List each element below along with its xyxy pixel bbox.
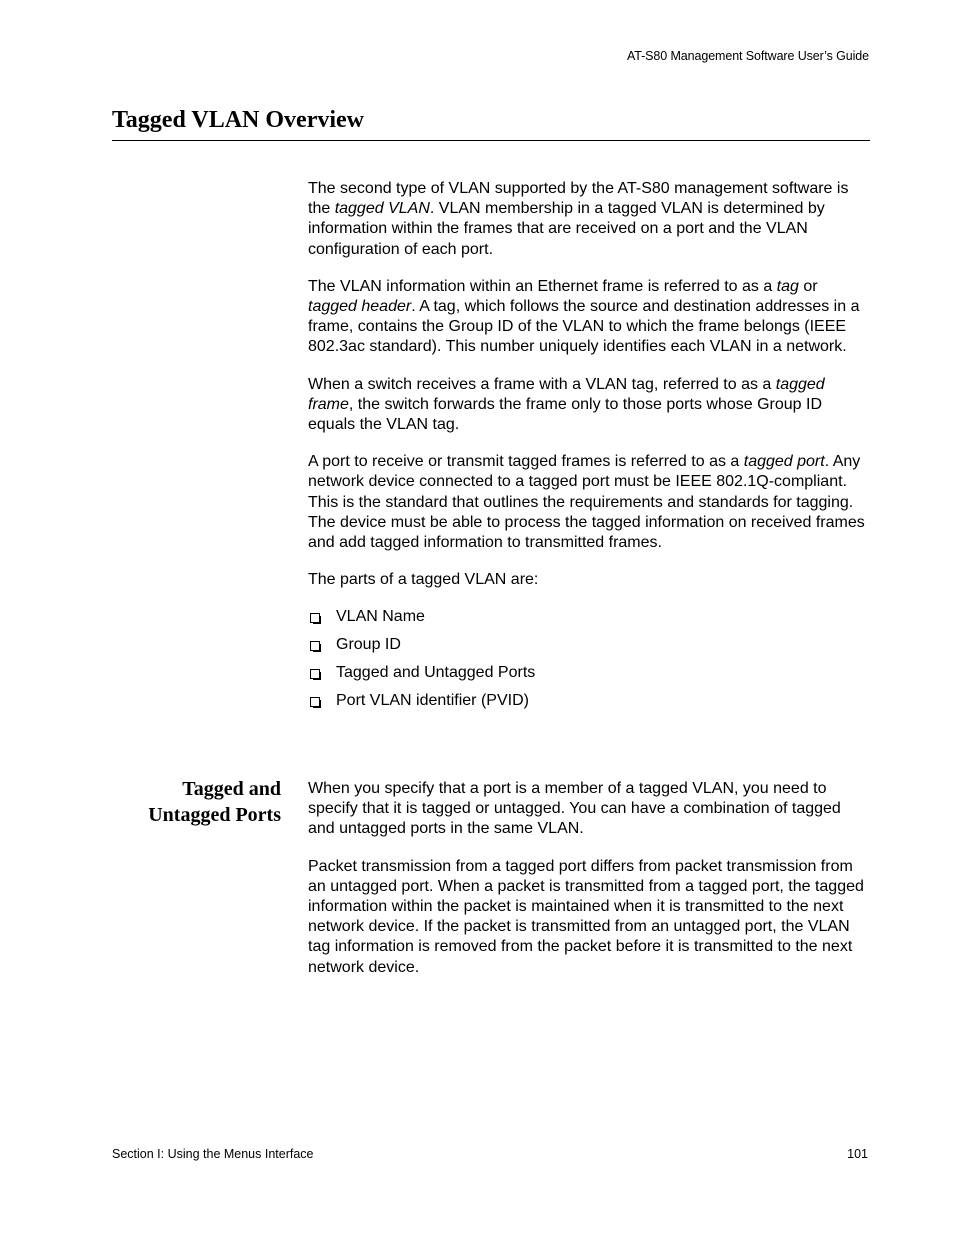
intro-paragraph-3: When a switch receives a frame with a VLAN tag, referred to as a tagged frame, the switch forwards the frame only to those ports whose Group ID equals the VLAN tag. bbox=[308, 375, 825, 434]
intro-paragraph-5: The parts of a tagged VLAN are: bbox=[308, 571, 539, 589]
list-item: Group ID bbox=[308, 635, 870, 663]
page-title: Tagged VLAN Overview bbox=[112, 107, 364, 133]
intro-paragraph-2: The VLAN information within an Ethernet frame is referred to as a tag or tagged header. A tag, which follows the source and destination addresses in a frame, contains the Group ID of the VLAN to which the frame belongs (IEEE 802.3ac standard). This number uniquely identifies each VLAN in a network. bbox=[308, 277, 860, 356]
checkbox-bullet-icon bbox=[310, 669, 320, 679]
section-heading bbox=[112, 776, 281, 828]
section-paragraph-2: Packet transmission from a tagged port differs from packet transmission from an untagged port. When a packet is transmitted from a tagged port, the tagged information within the packet is maintained when it is transmitted to the next network device. If the packet is transmitted from an untagged port, the VLAN tag information is removed from the packet before it is transmitted to the next network device. bbox=[308, 857, 864, 976]
checkbox-bullet-icon bbox=[310, 613, 320, 623]
intro-paragraph-1: The second type of VLAN supported by the AT-S80 management software is the tagged VLAN. VLAN membership in a tagged VLAN is determined by information within the frames that are received on a port and the VLAN configuration of each port. bbox=[308, 180, 849, 258]
list-item: Tagged and Untagged Ports bbox=[308, 663, 870, 691]
section-paragraph-1: When you specify that a port is a member of a tagged VLAN, you need to specify that it is tagged or untagged. You can have a combination of tagged and untagged ports in the same VLAN. bbox=[308, 780, 841, 838]
main-content bbox=[308, 179, 870, 719]
page-number: 101 bbox=[847, 1147, 868, 1161]
vlan-parts-list bbox=[308, 607, 870, 719]
list-item: Port VLAN identifier (PVID) bbox=[308, 691, 870, 719]
running-header: AT-S80 Management Software User’s Guide bbox=[626, 49, 869, 63]
list-item: VLAN Name bbox=[308, 607, 870, 635]
checkbox-bullet-icon bbox=[310, 641, 320, 651]
footer-section-label: Section I: Using the Menus Interface bbox=[112, 1147, 314, 1161]
section-heading-line-1: Tagged and bbox=[182, 778, 281, 800]
title-rule bbox=[112, 140, 870, 141]
checkbox-bullet-icon bbox=[310, 697, 320, 707]
section-content bbox=[308, 779, 870, 995]
intro-paragraph-4: A port to receive or transmit tagged frames is referred to as a tagged port. Any network device connected to a tagged port must be IEEE 802.1Q-compliant. This is the standard that outlines the requirements and standards for tagging. The device must be able to process the tagged information on received frames and add tagged information to transmitted frames. bbox=[308, 453, 865, 552]
section-heading-line-2: Untagged Ports bbox=[148, 804, 281, 826]
